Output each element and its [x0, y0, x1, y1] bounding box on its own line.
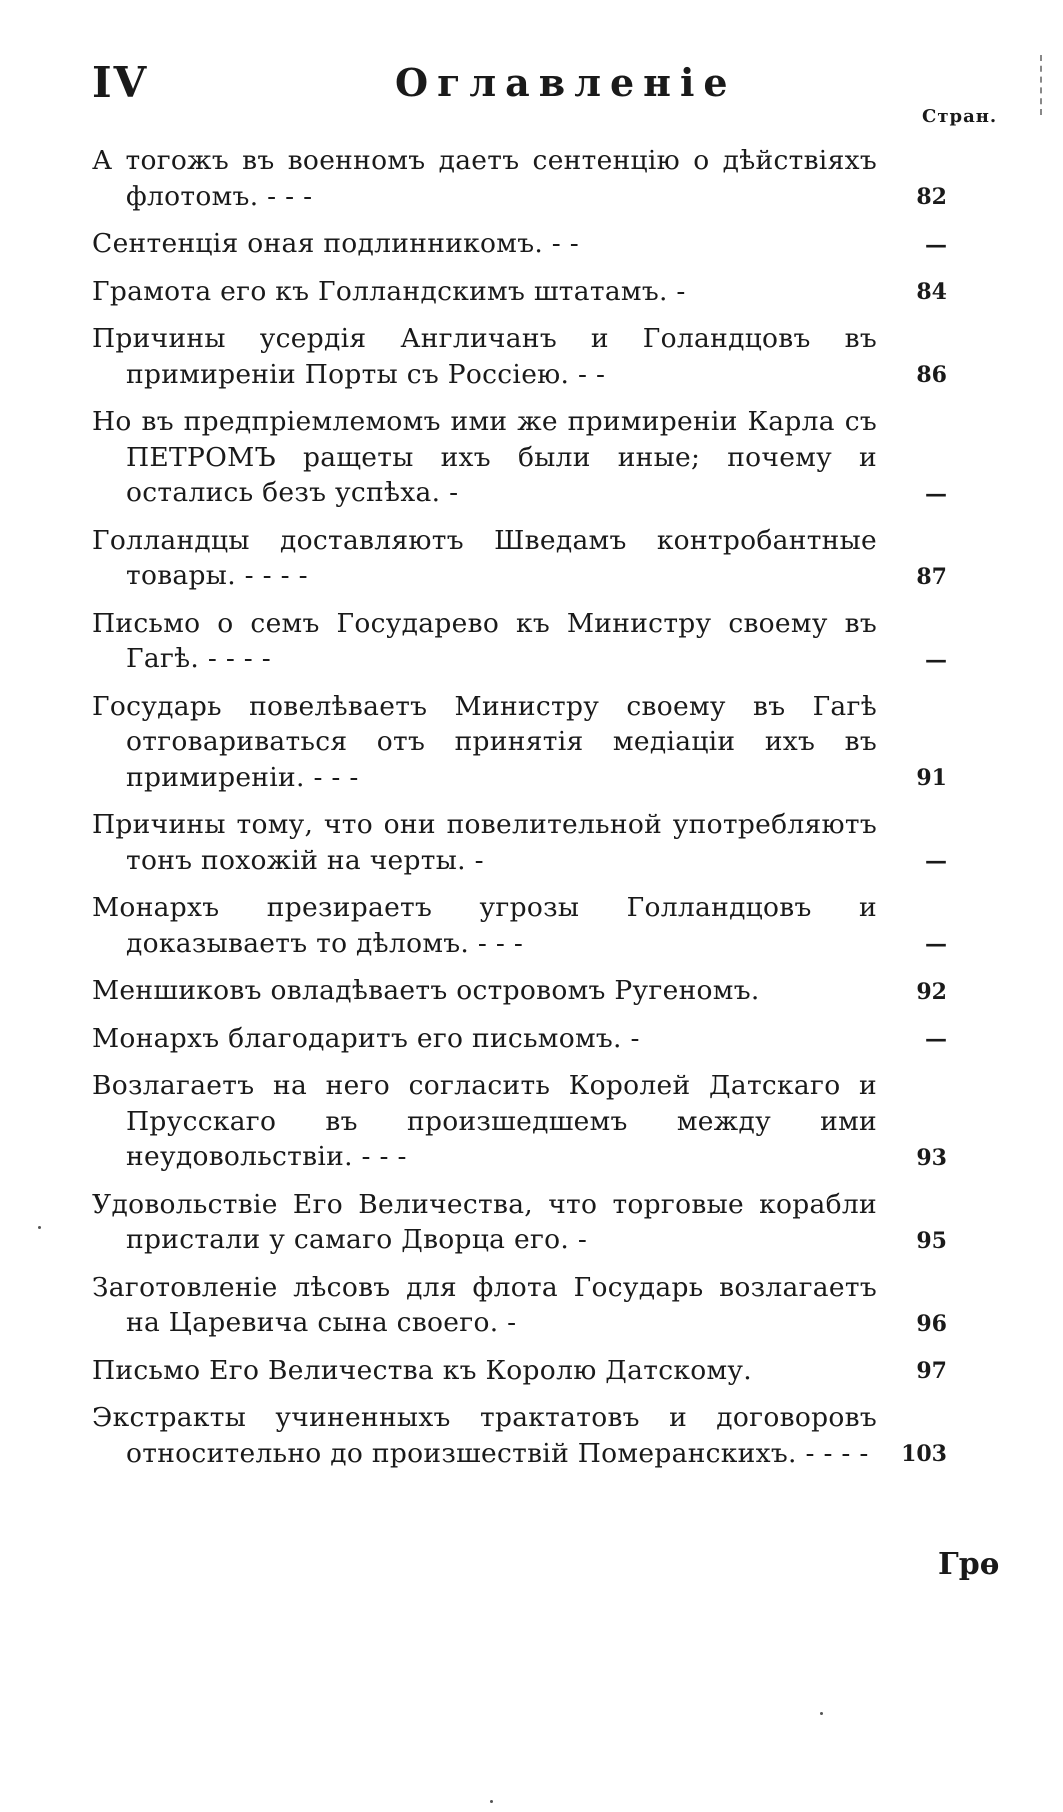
toc-entry	[92, 523, 947, 594]
toc-entry-page: —	[925, 848, 947, 874]
print-speck	[38, 1226, 41, 1229]
toc-entry-page: 97	[916, 1358, 947, 1384]
toc-entry-page: —	[925, 480, 947, 507]
toc-entry-text: Причины тому, что они повелительной употребляютъ тонъ похожій на черты. -	[92, 809, 877, 876]
toc-entry-text: Причины усердія Англичанъ и Голандцовъ въ примиреніи Порты съ Россіею. - -	[92, 323, 877, 390]
toc-entry-page: —	[925, 231, 947, 258]
page-number: IV	[92, 58, 149, 107]
toc-entry-page: 93	[916, 1144, 947, 1171]
toc-entry-text: Но въ предпріемлемомъ ими же примиреніи Карла съ ПЕТРОМЪ ращеты ихъ были иные; почему и остались безъ успѣха. -	[92, 406, 877, 508]
toc-entry-text: А тогожъ въ военномъ даетъ сентенцію о дѣйствіяхъ флотомъ. - - -	[92, 145, 877, 212]
toc-entry-text: Государь повелѣваетъ Министру своему въ Гагѣ отговариваться отъ принятія медіаціи ихъ въ примиреніи. - - -	[92, 690, 877, 793]
toc-entry-text: Грамота его къ Голландскимъ штатамъ. -	[92, 275, 686, 307]
toc-entry-page: 86	[916, 362, 947, 388]
print-speck	[820, 1712, 823, 1715]
toc-entry	[92, 1353, 947, 1389]
toc-entry-page: 103	[901, 1441, 947, 1467]
toc-entry-page: 84	[916, 279, 947, 305]
toc-entry	[92, 226, 947, 262]
toc-entry	[92, 143, 947, 214]
catchword: Грѳ	[938, 1547, 1000, 1582]
toc-entry-text: Монархъ презираетъ угрозы Голландцовъ и доказываетъ то дѣломъ. - - -	[92, 892, 877, 959]
toc-entry-page: 96	[916, 1310, 947, 1337]
page-edge-mark	[1040, 55, 1042, 115]
toc-entry-page: 92	[916, 978, 947, 1005]
toc-entry	[92, 606, 947, 677]
toc-entry	[92, 404, 947, 511]
toc-entry-page: 82	[916, 184, 947, 210]
toc-entry	[92, 973, 947, 1009]
toc-entry-page: —	[925, 646, 947, 673]
toc-entry-text: Монархъ благодаритъ его письмомъ. -	[92, 1022, 640, 1054]
toc-entry	[92, 1021, 947, 1057]
toc-entry	[92, 890, 947, 961]
toc-entry	[92, 689, 947, 796]
toc-entry-text: Возлагаетъ на него согласить Королей Датскаго и Прусскаго въ произшедшемъ между ими неудовольствіи. - - -	[92, 1070, 877, 1172]
toc-entry	[92, 1270, 947, 1341]
toc-entry	[92, 1068, 947, 1175]
page-title: Оглавленіе	[395, 60, 737, 105]
page-column-label: Стран.	[922, 106, 998, 127]
toc-entry-page: 91	[916, 765, 947, 791]
toc-entry-page: —	[925, 931, 947, 957]
toc-entry-text: Сентенція оная подлинникомъ. - -	[92, 228, 580, 259]
toc-entry-text: Меншиковъ овладѣваетъ островомъ Ругеномъ.	[92, 975, 760, 1006]
toc-entry-text: Экстракты учиненныхъ трактатовъ и договоровъ относительно до произшествій Померанскихъ. - - - -	[92, 1402, 877, 1469]
print-speck	[490, 1800, 493, 1803]
toc-entry	[92, 807, 947, 878]
toc-entry-text: Письмо о семъ Государево къ Министру своему въ Гагѣ. - - - -	[92, 607, 877, 674]
toc-entry-page: 87	[916, 563, 947, 590]
toc-entry	[92, 321, 947, 392]
toc-entry-text: Письмо Его Величества къ Королю Датскому.	[92, 1354, 752, 1386]
toc-entry-text: Заготовленіе лѣсовъ для флота Государь возлагаетъ на Царевича сына своего. -	[92, 1271, 877, 1338]
toc-entry	[92, 1187, 947, 1258]
toc-entry	[92, 1400, 947, 1471]
toc-entry	[92, 274, 947, 310]
toc-entry-page: —	[925, 1026, 947, 1052]
table-of-contents	[92, 143, 947, 1483]
toc-entry-text: Голландцы доставляютъ Шведамъ контробантные товары. - - - -	[92, 524, 877, 591]
toc-entry-text: Удовольствіе Его Величества, что торговые корабли пристали у самаго Дворца его. -	[92, 1188, 877, 1255]
toc-entry-page: 95	[916, 1227, 947, 1254]
